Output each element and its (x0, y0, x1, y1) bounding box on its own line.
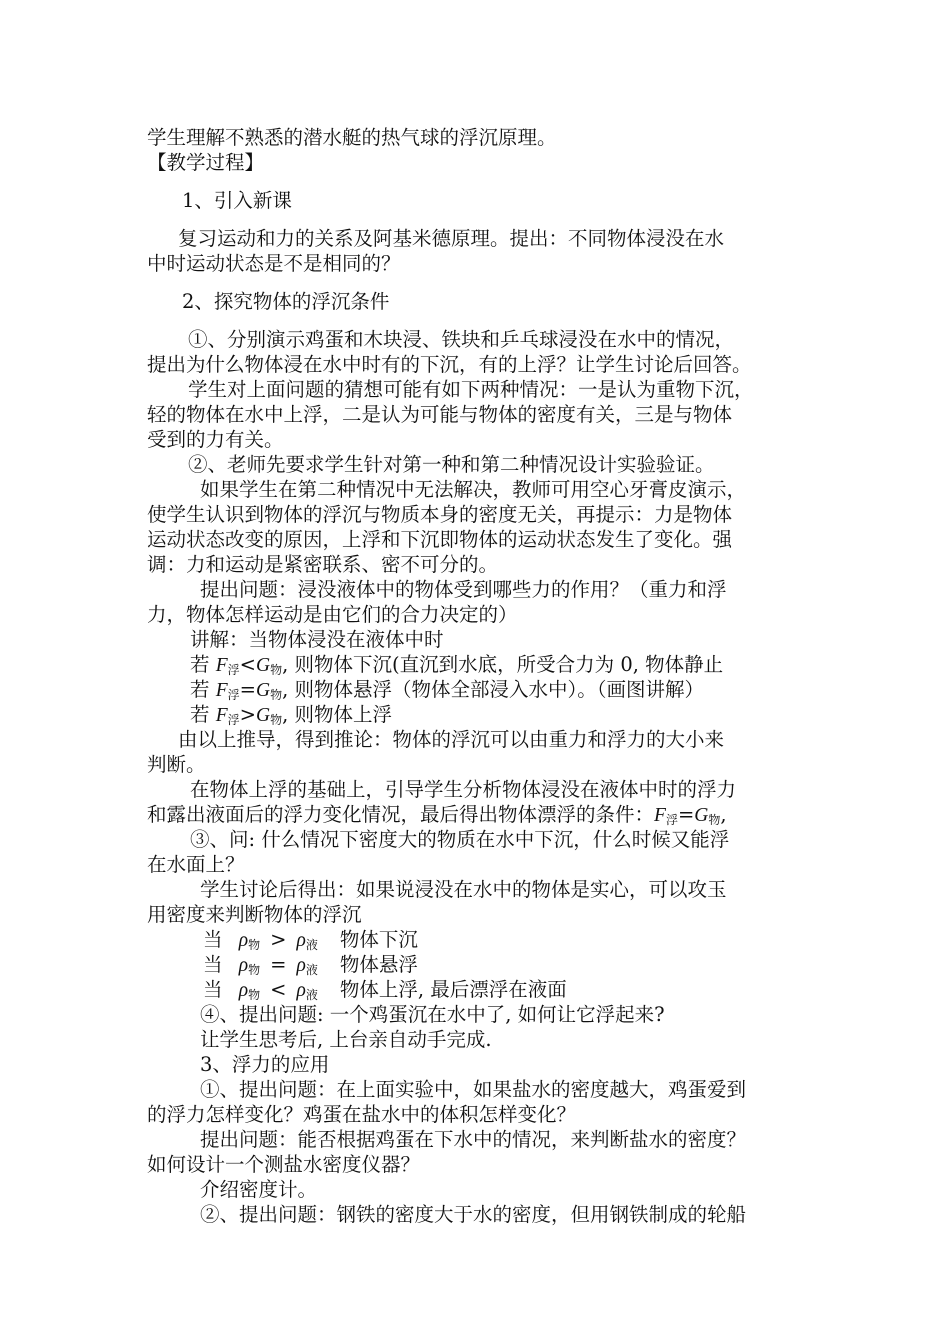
weight-subscript: 物 (270, 688, 283, 702)
paragraph-line: 学生讨论后得出：如果说浸没在水中的物体是实心，可以攻玉 (200, 878, 727, 901)
rule-result: 物体悬浮 (339, 953, 418, 976)
paragraph-line: 讲解：当物体浸没在液体中时 (190, 628, 444, 651)
paragraph-line: 介绍密度计。 (200, 1178, 318, 1201)
paragraph-line: 如何设计一个测盐水密度仪器？ (147, 1153, 421, 1176)
force-subscript: 浮 (227, 688, 240, 702)
paragraph-line: 学生对上面问题的猜想可能有如下两种情况：一是认为重物下沉， (188, 378, 754, 401)
force-subscript: 浮 (227, 663, 240, 677)
float-text: 和露出液面后的浮力变化情况，最后得出物体漂浮的条件： (147, 803, 655, 826)
force-symbol: F (654, 805, 666, 826)
subsection-heading: 2、探究物体的浮沉条件 (182, 290, 390, 313)
paragraph-line: 运动状态改变的原因，上浮和下沉即物体的运动状态发生了变化。强 (147, 528, 733, 551)
rho-symbol: ρ (296, 930, 306, 951)
force-symbol: F (215, 680, 228, 701)
rho-symbol: ρ (238, 980, 249, 1001)
weight-subscript: 物 (270, 713, 283, 727)
cond-prefix: 若 (190, 703, 210, 726)
rho-symbol: ρ (238, 930, 249, 951)
compare-operator: > (270, 928, 287, 951)
rho-subscript-object: 物 (248, 988, 261, 1002)
weight-symbol: G (256, 705, 271, 726)
float-tail: , (720, 803, 727, 826)
rule-result: 物体下沉 (339, 928, 418, 951)
force-symbol: F (215, 705, 228, 726)
cond-prefix: 若 (190, 653, 210, 676)
paragraph-line: 轻的物体在水中上浮，二是认为可能与物体的密度有关，三是与物体 (147, 403, 733, 426)
weight-symbol: G (256, 680, 271, 701)
paragraph-line: 的浮力怎样变化？鸡蛋在盐水中的体积怎样变化？ (147, 1103, 577, 1126)
rho-subscript-object: 物 (248, 963, 261, 977)
paragraph-line: 复习运动和力的关系及阿基米德原理。提出：不同物体浸没在水 (178, 227, 725, 250)
weight-subscript: 物 (270, 663, 283, 677)
cond-result: , 则物体上浮 (282, 703, 393, 726)
paragraph-line: ②、老师先要求学生针对第一种和第二种情况设计实验验证。 (188, 453, 715, 476)
paragraph-line: ①、提出问题：在上面实验中，如果盐水的密度越大，鸡蛋爱到 (200, 1078, 747, 1101)
compare-operator: < (270, 978, 287, 1001)
paragraph-line: 调：力和运动是紧密联系、密不可分的。 (147, 553, 499, 576)
paragraph-line: 提出为什么物体浸在水中时有的下沉，有的上浮？让学生讨论后回答。 (147, 353, 752, 376)
paragraph-line: 用密度来判断物体的浮沉 (147, 903, 362, 926)
paragraph-line: 中时运动状态是不是相同的？ (147, 252, 401, 275)
rho-subscript-object: 物 (248, 938, 261, 952)
weight-symbol: G (694, 805, 709, 826)
compare-operator: = (677, 803, 695, 826)
weight-symbol: G (256, 655, 271, 676)
cond-result: , 则物体悬浮（物体全部浸入水中）。（画图讲解） (282, 678, 705, 701)
paragraph-line: ①、分别演示鸡蛋和木块浸、铁块和乒乓球浸没在水中的情况， (188, 328, 735, 351)
rho-symbol: ρ (296, 980, 306, 1001)
cond-prefix: 若 (190, 678, 210, 701)
paragraph-line: 让学生思考后, 上台亲自动手完成. (200, 1028, 492, 1051)
paragraph-line: ④、提出问题: 一个鸡蛋沉在水中了, 如何让它浮起来? (200, 1003, 665, 1026)
paragraph-line: 使学生认识到物体的浮沉与物质本身的密度无关，再提示：力是物体 (147, 503, 733, 526)
paragraph-line: 由以上推导，得到推论：物体的浮沉可以由重力和浮力的大小来 (178, 728, 725, 751)
section-heading: 【教学过程】 (147, 151, 265, 174)
compare-operator: = (270, 953, 287, 976)
paragraph-line: ②、提出问题：钢铁的密度大于水的密度，但用钢铁制成的轮船 (200, 1203, 747, 1226)
cond-result: , 则物体下沉(直沉到水底，所受合力为 0, 物体静止 (282, 653, 724, 676)
paragraph-line: 受到的力有关。 (147, 428, 284, 451)
rule-when: 当 (203, 928, 223, 951)
subsection-heading: 3、浮力的应用 (200, 1053, 330, 1076)
paragraph-line: 在水面上？ (147, 853, 245, 876)
rho-symbol: ρ (296, 955, 306, 976)
force-subscript: 浮 (227, 713, 240, 727)
rho-symbol: ρ (238, 955, 249, 976)
rule-when: 当 (203, 978, 223, 1001)
rule-when: 当 (203, 953, 223, 976)
paragraph-line: 力，物体怎样运动是由它们的合力决定的） (147, 603, 518, 626)
paragraph-line: 学生理解不熟悉的潜水艇的热气球的浮沉原理。 (147, 126, 557, 149)
paragraph-line: 判断。 (147, 753, 206, 776)
compare-operator: = (239, 678, 256, 701)
compare-operator: > (239, 703, 256, 726)
force-symbol: F (215, 655, 228, 676)
paragraph-line: 提出问题：浸没液体中的物体受到哪些力的作用？（重力和浮 (200, 578, 727, 601)
rule-result: 物体上浮, 最后漂浮在液面 (339, 978, 567, 1001)
rho-subscript-liquid: 液 (305, 988, 318, 1002)
paragraph-line: 在物体上浮的基础上，引导学生分析物体浸没在液体中时的浮力 (190, 778, 737, 801)
compare-operator: < (239, 653, 256, 676)
rho-subscript-liquid: 液 (305, 938, 318, 952)
weight-subscript: 物 (708, 813, 721, 827)
force-subscript: 浮 (665, 813, 678, 827)
paragraph-line: 提出问题：能否根据鸡蛋在下水中的情况，来判断盐水的密度？ (200, 1128, 747, 1151)
subsection-heading: 1、引入新课 (182, 189, 292, 212)
rho-subscript-liquid: 液 (305, 963, 318, 977)
paragraph-line: ③、问: 什么情况下密度大的物质在水中下沉，什么时候又能浮 (190, 828, 730, 851)
paragraph-line: 如果学生在第二种情况中无法解决，教师可用空心牙膏皮演示， (200, 478, 747, 501)
